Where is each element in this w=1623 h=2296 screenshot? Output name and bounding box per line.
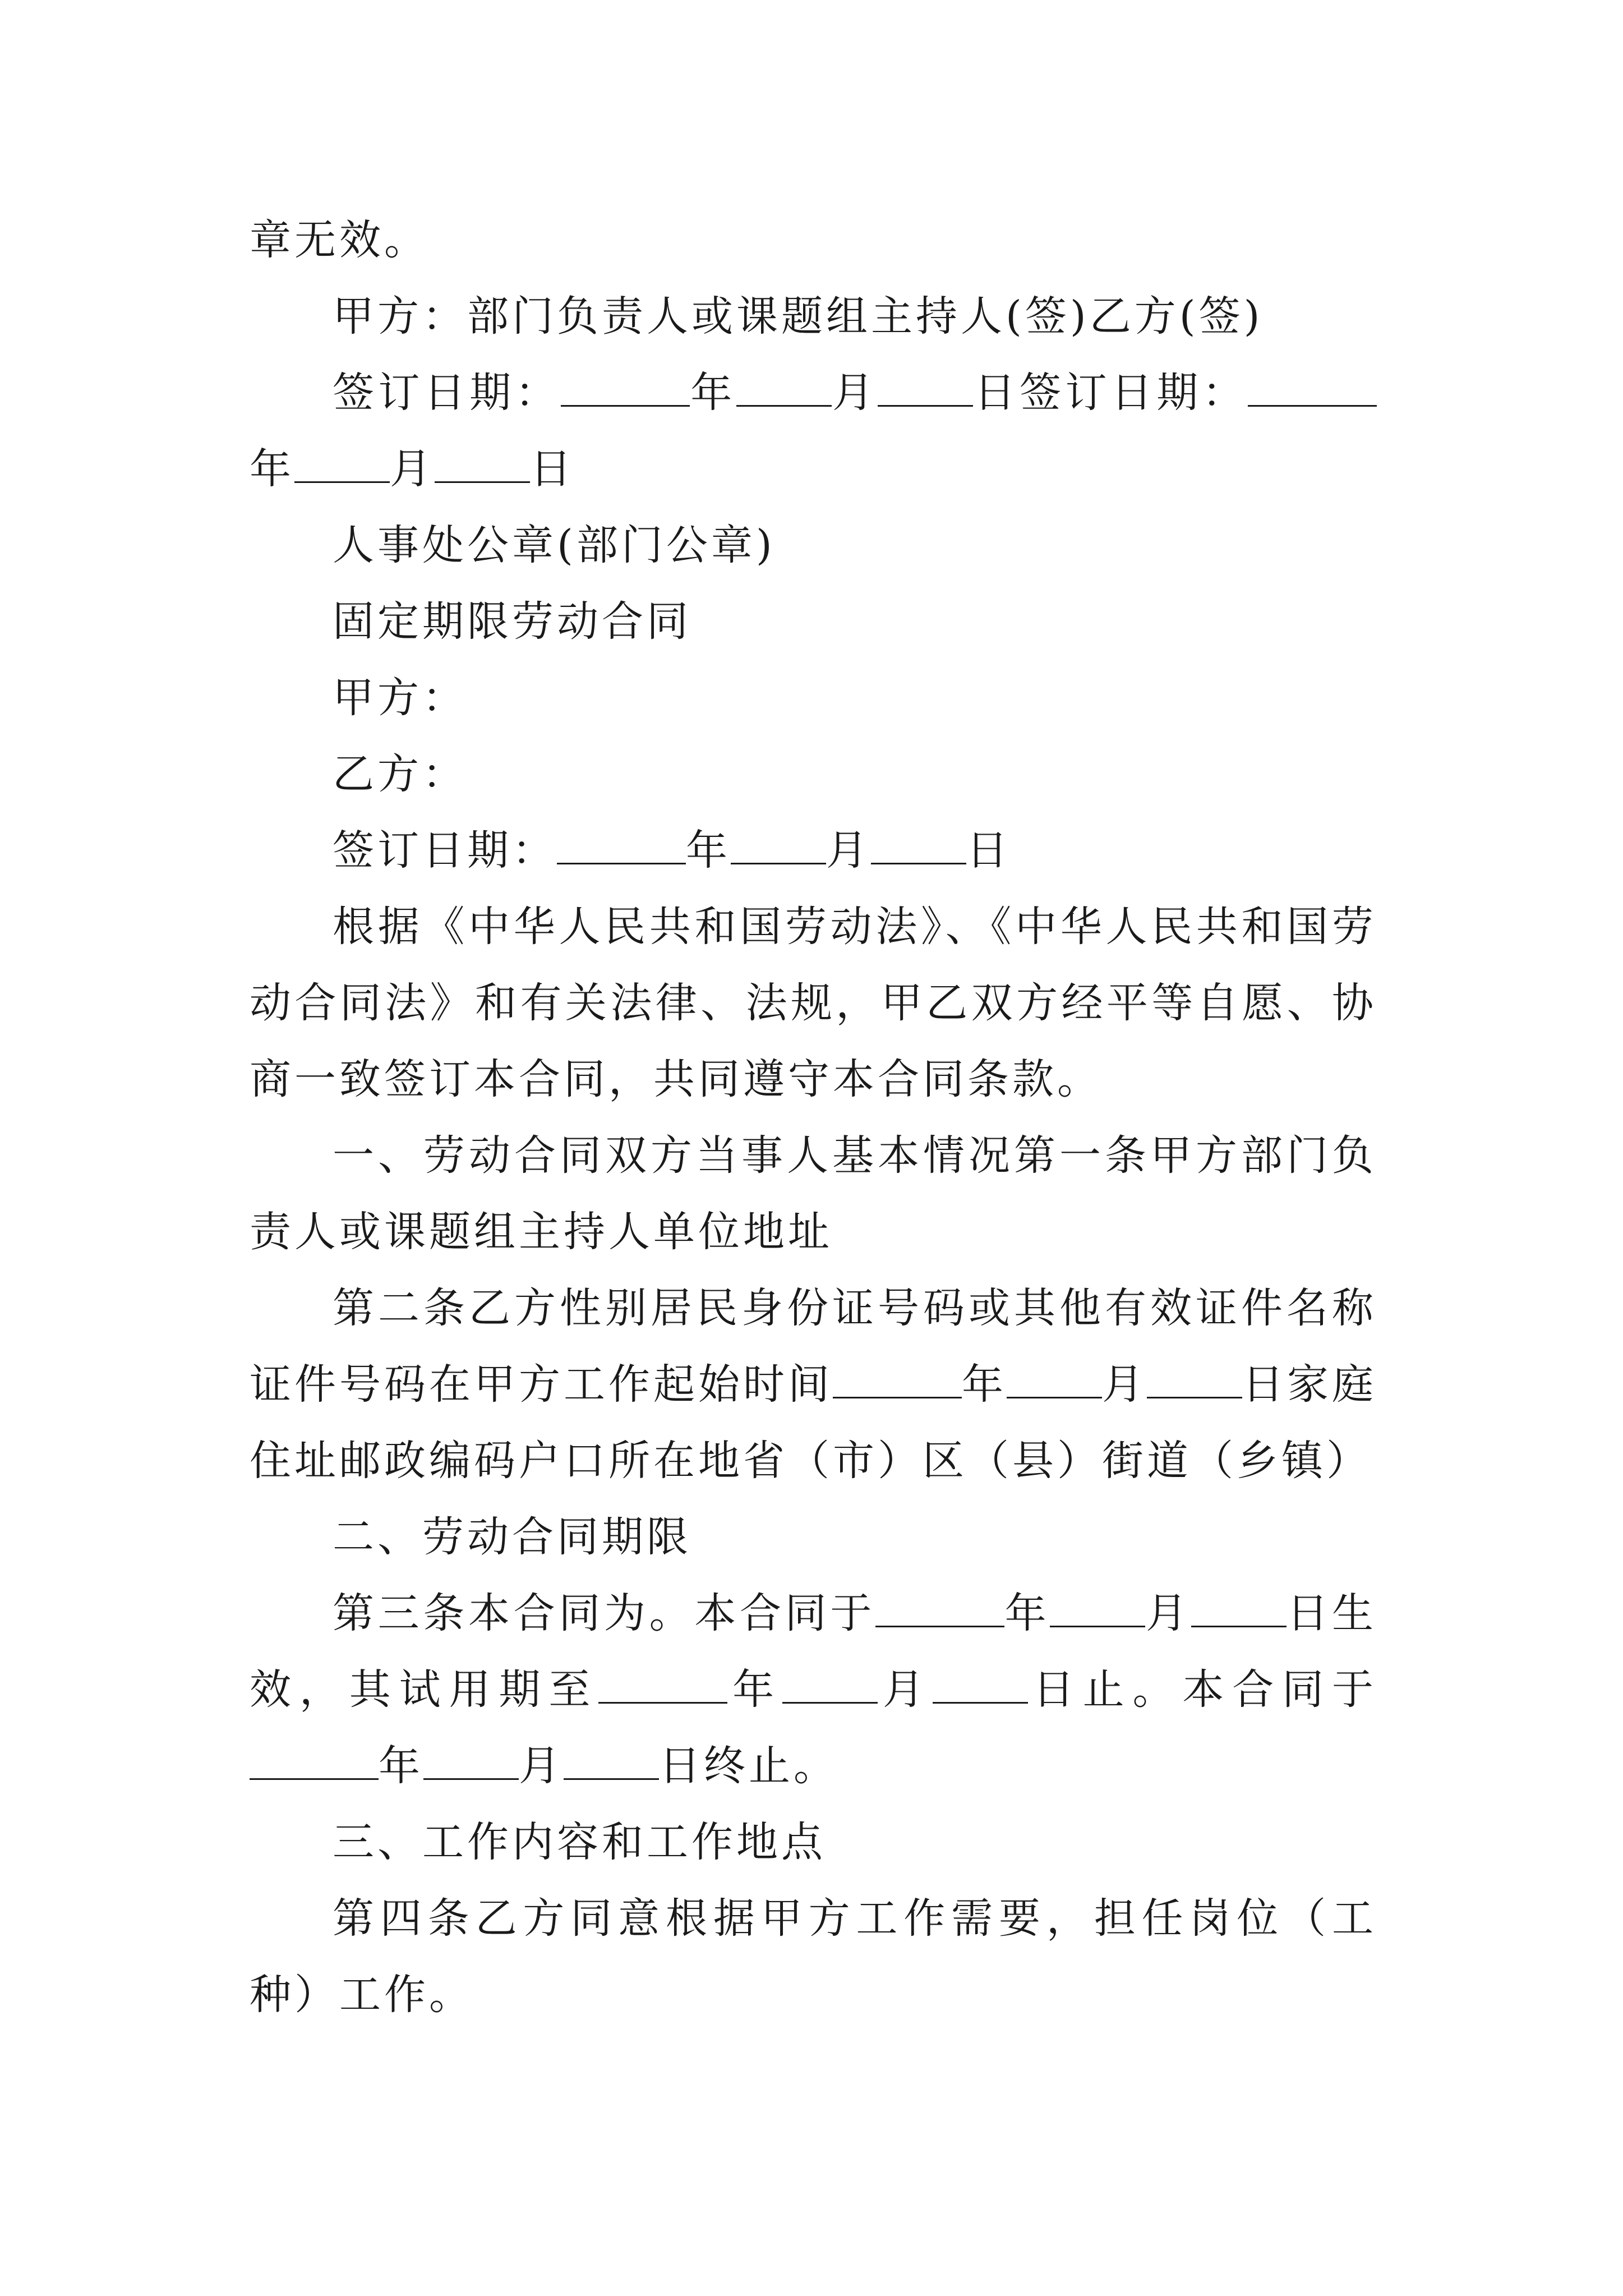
- blank-year: [557, 823, 686, 864]
- article-2-text-tail: 日家庭住址邮政编码户口所在地省（市）区（县）街道（乡镇）: [250, 1360, 1377, 1485]
- paragraph-continuation: 章无效。: [250, 216, 429, 264]
- label-year: 年: [686, 826, 731, 875]
- label-month: 月: [1102, 1360, 1147, 1409]
- blank-day: [1191, 1586, 1287, 1627]
- article-3: [250, 1575, 1377, 1804]
- blank-month: [1050, 1586, 1145, 1627]
- blank-day: [1147, 1358, 1242, 1398]
- blank-day: [933, 1663, 1028, 1704]
- label-day: 日: [966, 826, 1011, 875]
- blank-month: [294, 442, 390, 483]
- label-year: 年: [250, 445, 294, 493]
- party-b-field: 乙方：: [333, 750, 467, 798]
- blank-year: [250, 1739, 379, 1780]
- label-year: 年: [962, 1360, 1007, 1409]
- paragraph-signing-dates: [250, 355, 1377, 507]
- label-month: 月: [878, 1665, 933, 1714]
- blank-year: [1248, 366, 1377, 407]
- label-month: 月: [1145, 1589, 1191, 1637]
- blank-day: [878, 366, 973, 407]
- article-3-text: 日止。本合同于: [1027, 1665, 1377, 1714]
- blank-day: [435, 442, 530, 483]
- article-3-text: 第三条本合同为。本合同于: [333, 1589, 875, 1637]
- blank-month: [736, 366, 832, 407]
- article-4: 第四条乙方同意根据甲方工作需要，担任岗位（工种）工作。: [250, 1894, 1377, 2019]
- blank-year: [875, 1586, 1004, 1627]
- article-2: [250, 1270, 1377, 1499]
- blank-year: [561, 366, 690, 407]
- label-signing-date: 签订日期：: [333, 369, 561, 417]
- paragraph-seal: 人事处公章(部门公章): [333, 521, 776, 569]
- label-year: 年: [689, 369, 736, 417]
- article-3-text: 日生效，其试用期至: [250, 1589, 1377, 1714]
- label-day-signing-date: 日签订日期：: [973, 369, 1248, 417]
- blank-year: [598, 1663, 727, 1704]
- blank-month: [731, 823, 826, 864]
- label-signing-date: 签订日期：: [333, 826, 557, 875]
- section-2-heading: 二、劳动合同期限: [333, 1513, 691, 1561]
- label-month: 月: [831, 369, 878, 417]
- paragraph-preamble: 根据《中华人民共和国劳动法》、《中华人民共和国劳动合同法》和有关法律、法规，甲乙双方经平等自愿、协商一致签订本合同，共同遵守本合同条款。: [250, 903, 1377, 1103]
- label-month: 月: [519, 1742, 564, 1790]
- blank-day: [564, 1739, 659, 1780]
- label-year: 年: [1004, 1589, 1050, 1637]
- party-a-field: 甲方：: [333, 674, 467, 722]
- blank-day: [871, 823, 966, 864]
- blank-month: [1007, 1358, 1102, 1398]
- label-month: 月: [390, 445, 435, 493]
- label-day: 日: [530, 445, 575, 493]
- section-1-article-1: 一、劳动合同双方当事人基本情况第一条甲方部门负责人或课题组主持人单位地址: [250, 1131, 1377, 1256]
- blank-month: [423, 1739, 519, 1780]
- blank-month: [782, 1663, 878, 1704]
- label-month: 月: [826, 826, 871, 875]
- article-3-text-tail: 日终止。: [659, 1742, 838, 1790]
- label-year: 年: [727, 1665, 783, 1714]
- paragraph-signing-date: [250, 812, 1377, 889]
- paragraph-signatures: 甲方：部门负责人或课题组主持人(签)乙方(签): [333, 292, 1264, 341]
- label-year: 年: [379, 1742, 423, 1790]
- article-2-text: 第二条乙方性别居民身份证号码或其他有效证件名称证件号码在甲方工作起始时间: [250, 1284, 1377, 1409]
- blank-year: [833, 1358, 962, 1398]
- section-3-heading: 三、工作内容和工作地点: [333, 1818, 826, 1866]
- document-body: [250, 202, 1377, 2033]
- contract-title: 固定期限劳动合同: [333, 597, 691, 646]
